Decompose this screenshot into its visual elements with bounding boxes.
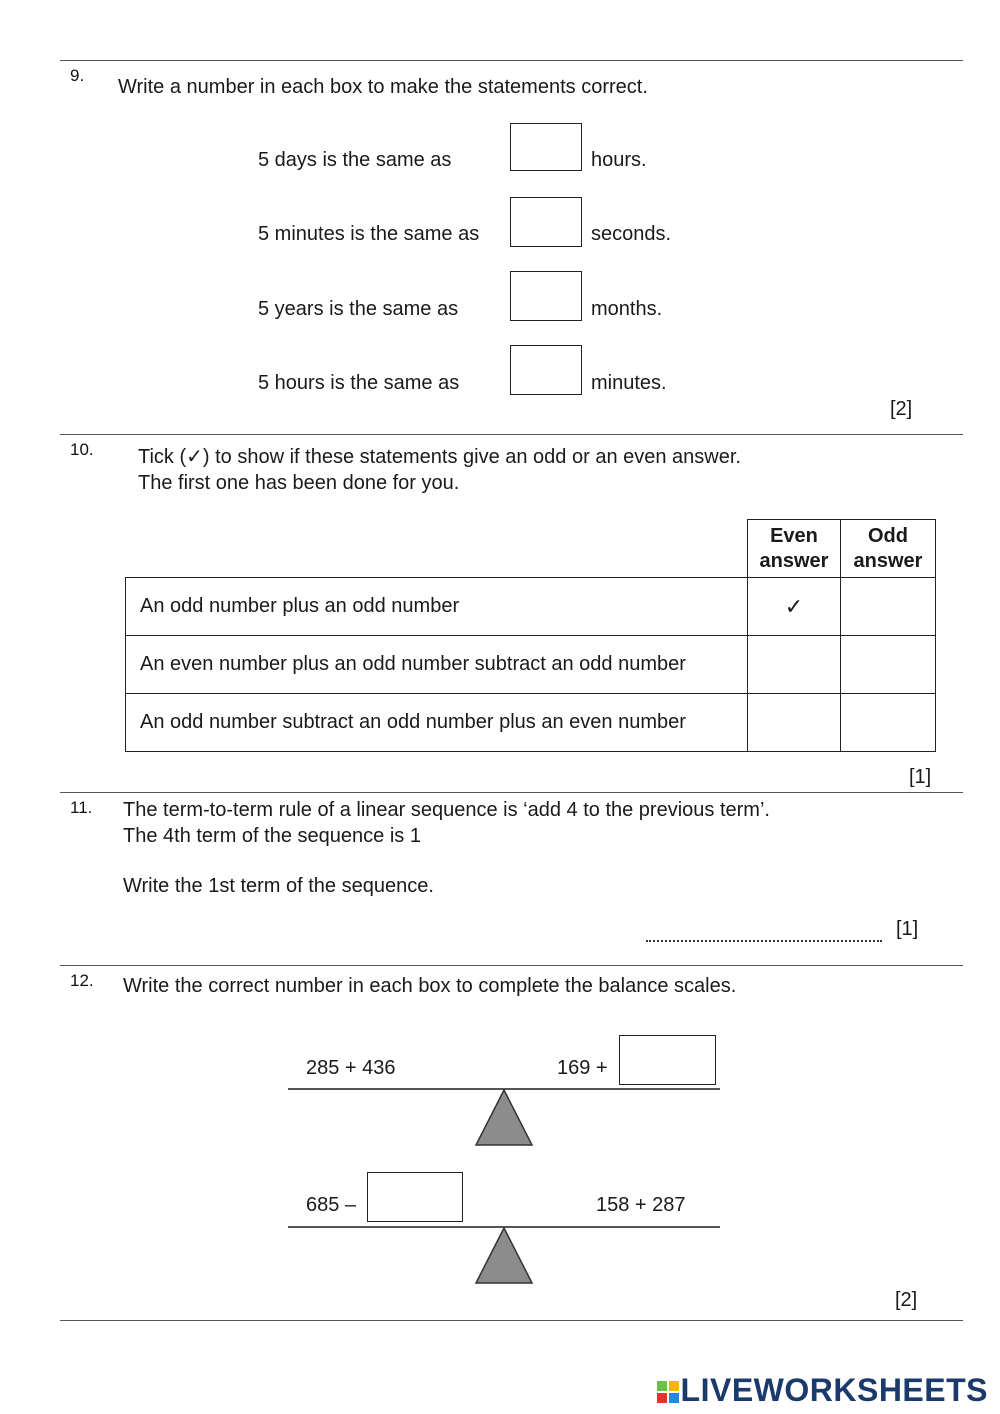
row1-even-cell[interactable]: ✓ — [748, 578, 841, 636]
q9-row2-before: 5 minutes is the same as — [258, 223, 480, 245]
scale1-fulcrum-icon — [474, 1089, 534, 1147]
q9-row1-after: hours. — [591, 149, 647, 171]
odd-even-header-row — [126, 520, 936, 578]
q12-instruction: Write the correct number in each box to complete the balance scales. — [123, 975, 737, 997]
q9-row1-before: 5 days is the same as — [258, 149, 452, 171]
q11-line1: The term-to-term rule of a linear sequence is ‘add 4 to the previous term’. — [123, 799, 770, 821]
scale1-left-expression: 285 + 436 — [306, 1057, 396, 1079]
odd-header-line2: answer — [853, 549, 923, 572]
table-row — [126, 578, 936, 636]
liveworksheets-logo[interactable] — [657, 1372, 988, 1409]
scale1-right-prefix: 169 + — [557, 1057, 608, 1079]
q12-marks: [2] — [895, 1289, 918, 1311]
row2-even-cell[interactable] — [748, 636, 841, 694]
q9-row2-answer-box[interactable] — [510, 197, 582, 247]
q9-row2-after: seconds. — [591, 223, 672, 245]
q11-answer-line[interactable] — [646, 940, 882, 942]
q10-instruction-line2: The first one has been done for you. — [138, 472, 460, 494]
q9-row4-before: 5 hours is the same as — [258, 372, 460, 394]
logo-grid-icon — [657, 1381, 679, 1403]
scale2-fulcrum-icon — [474, 1227, 534, 1285]
q9-row3-before: 5 years is the same as — [258, 298, 459, 320]
odd-header-line1: Odd — [868, 524, 908, 547]
q10-number: 10. — [70, 440, 94, 459]
row1-odd-cell[interactable] — [841, 578, 936, 636]
q11-number: 11. — [70, 798, 93, 817]
row3-statement: An odd number subtract an odd number plus an even number — [126, 694, 748, 752]
odd-even-header-blank — [126, 520, 748, 578]
even-answer-header — [748, 520, 841, 578]
odd-answer-header — [841, 520, 936, 578]
scale2-right-expression: 158 + 287 — [596, 1194, 686, 1216]
q9-row3-answer-box[interactable] — [510, 271, 582, 321]
q9-instruction: Write a number in each box to make the statements correct. — [118, 76, 648, 98]
rule-q10-q11 — [60, 792, 963, 793]
odd-even-table — [125, 519, 936, 752]
table-row — [126, 636, 936, 694]
row3-even-cell[interactable] — [748, 694, 841, 752]
scale2-answer-box[interactable] — [367, 1172, 463, 1222]
q10-marks: [1] — [909, 766, 932, 788]
q9-row4-answer-box[interactable] — [510, 345, 582, 395]
rule-q11-q12 — [60, 965, 963, 966]
q9-row3-after: months. — [591, 298, 663, 320]
row2-odd-cell[interactable] — [841, 636, 936, 694]
rule-q9-q10 — [60, 434, 963, 435]
scale1-answer-box[interactable] — [619, 1035, 716, 1085]
row2-statement: An even number plus an odd number subtract an odd number — [126, 636, 748, 694]
row1-statement: An odd number plus an odd number — [126, 578, 748, 636]
q9-marks: [2] — [890, 398, 913, 420]
row3-odd-cell[interactable] — [841, 694, 936, 752]
q11-line3: Write the 1st term of the sequence. — [123, 875, 434, 897]
rule-top — [60, 60, 963, 61]
even-header-line1: Even — [770, 524, 818, 547]
scale2-left-prefix: 685 – — [306, 1194, 357, 1216]
q10-instruction-line1: Tick (✓) to show if these statements give an odd or an even answer. — [138, 446, 741, 468]
q9-number: 9. — [70, 66, 85, 85]
logo-text: LIVEWORKSHEETS — [680, 1372, 988, 1408]
q12-number: 12. — [70, 971, 94, 990]
rule-bottom — [60, 1320, 963, 1321]
q11-line2: The 4th term of the sequence is 1 — [123, 825, 421, 847]
table-row — [126, 694, 936, 752]
q9-row1-answer-box[interactable] — [510, 123, 582, 171]
even-header-line2: answer — [759, 549, 829, 572]
q11-marks: [1] — [896, 918, 919, 940]
q9-row4-after: minutes. — [591, 372, 667, 394]
